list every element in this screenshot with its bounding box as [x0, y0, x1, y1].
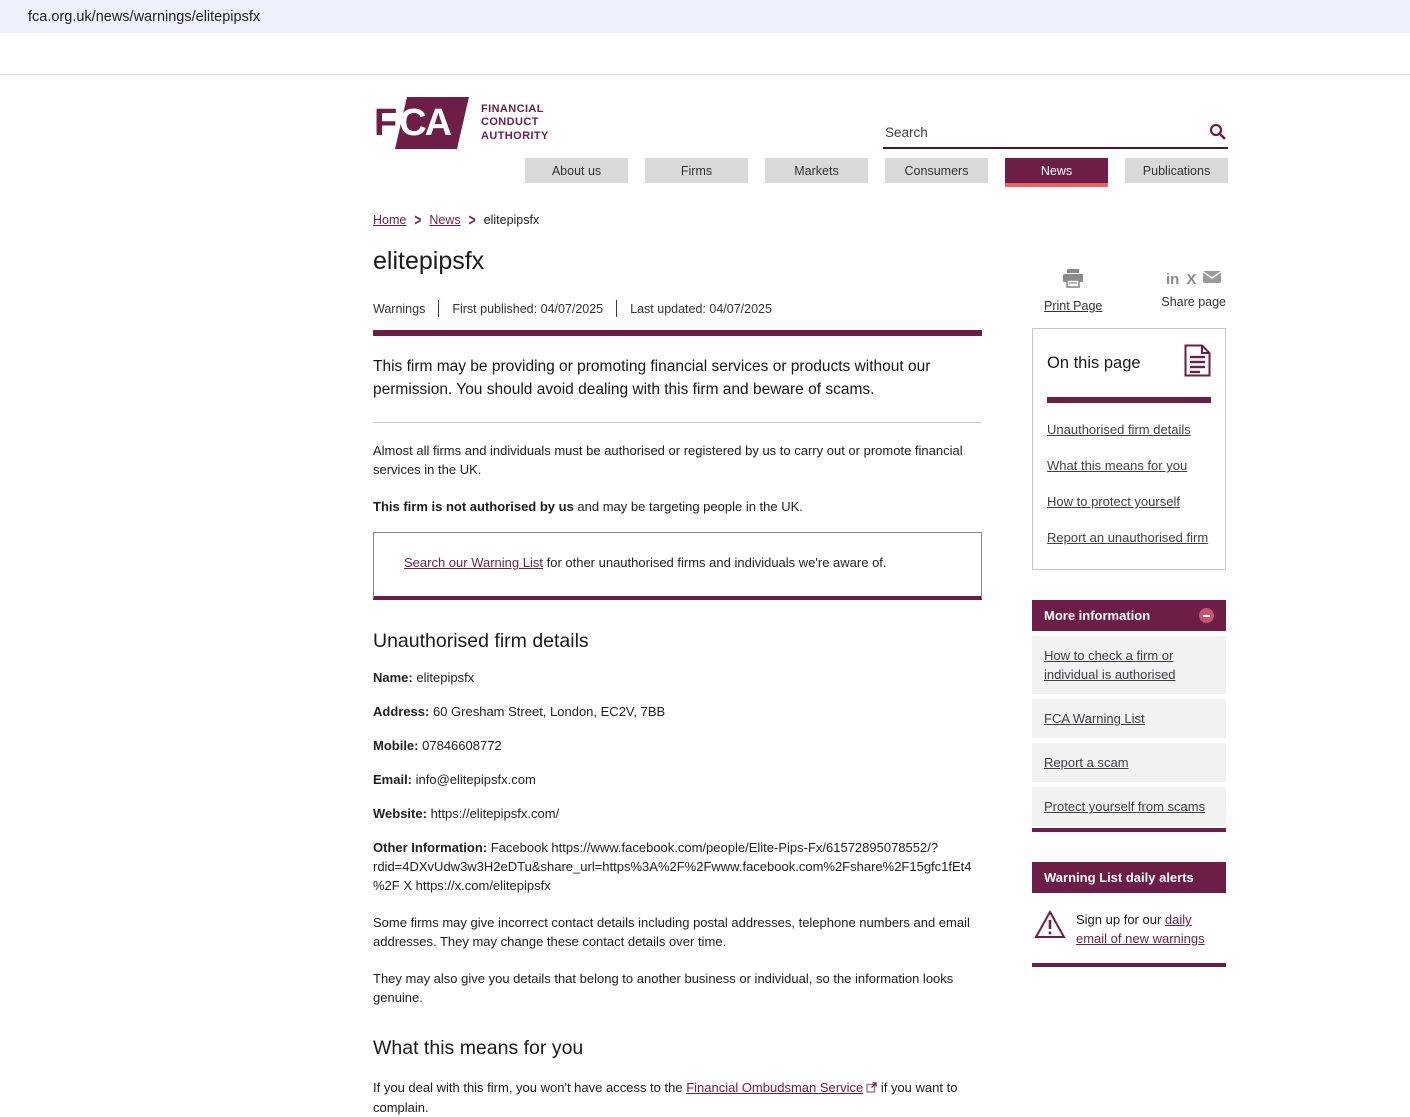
nav-consumers[interactable]: Consumers [885, 158, 988, 183]
nav-news[interactable]: News [1005, 158, 1108, 187]
link-fca-warning-list[interactable]: FCA Warning List [1044, 711, 1145, 726]
meta-category: Warnings [373, 301, 426, 316]
meta-divider [438, 300, 439, 317]
intro-paragraph: Almost all firms and individuals must be authorised or registered by us to carry out or promote financial services in the UK. [373, 443, 963, 477]
link-protect-from-scams[interactable]: Protect yourself from scams [1044, 799, 1206, 814]
field-address: Address: 60 Gresham Street, London, EC2V, 7BB [373, 704, 666, 719]
on-this-page-box [1032, 328, 1226, 570]
field-mobile: Mobile: 07846608772 [373, 738, 502, 753]
primary-nav [373, 158, 1228, 187]
external-link-icon [866, 1079, 877, 1098]
section-heading-details: Unauthorised firm details [373, 630, 589, 652]
search-button[interactable] [1207, 121, 1228, 145]
more-information-title: More information [1044, 608, 1151, 623]
share-group [1161, 269, 1226, 313]
document-icon [1184, 344, 1211, 382]
more-information-panel [1032, 600, 1226, 832]
page-url[interactable]: fca.org.uk/news/warnings/elitepipsfx [28, 8, 261, 25]
contact-details-paragraph: Some firms may give incorrect contact details including postal addresses, telephone numbers and email addresses. They may change these contact details over time. [373, 915, 970, 949]
link-check-firm-authorised[interactable]: How to check a firm or individual is authorised [1044, 648, 1176, 682]
page-tools [1032, 269, 1226, 313]
more-info-item[interactable] [1032, 699, 1226, 738]
breadcrumb-news[interactable]: News [429, 213, 461, 227]
nav-markets[interactable]: Markets [765, 158, 868, 183]
fca-logo-letter-f: F [374, 101, 396, 144]
fca-logo[interactable] [373, 97, 549, 149]
title-rule [373, 330, 982, 336]
warning-triangle-icon [1034, 910, 1066, 945]
toc-link-report-firm[interactable]: Report an unauthorised firm [1047, 530, 1209, 545]
site-header [373, 97, 1228, 149]
collapse-minus-icon[interactable] [1199, 608, 1214, 623]
article-meta [373, 300, 982, 317]
daily-alerts-title: Warning List daily alerts [1044, 870, 1194, 885]
toc-link-protect-yourself[interactable]: How to protect yourself [1047, 494, 1180, 509]
meta-divider [616, 300, 617, 317]
field-email: Email: info@elitepipsfx.com [373, 772, 536, 787]
meta-first-published: First published: 04/07/2025 [452, 301, 604, 316]
print-group[interactable] [1044, 269, 1102, 313]
link-report-a-scam[interactable]: Report a scam [1044, 755, 1129, 770]
breadcrumb-current: elitepipsfx [483, 213, 540, 227]
fca-logo-tagline: FINANCIAL CONDUCT AUTHORITY [481, 102, 549, 142]
search-icon [1209, 128, 1226, 143]
x-icon[interactable]: X [1186, 270, 1197, 288]
ombudsman-link[interactable]: Financial Ombudsman Service [686, 1080, 864, 1095]
breadcrumb [373, 210, 1228, 230]
search-area [883, 123, 1228, 149]
search-warning-list-link[interactable]: Search our Warning List [404, 555, 543, 570]
daily-email-signup-link[interactable]: daily email of new warnings [1076, 912, 1205, 946]
daily-alerts-panel [1032, 862, 1226, 967]
nav-about-us[interactable]: About us [525, 158, 628, 183]
print-page-link[interactable]: Print Page [1044, 299, 1103, 313]
printer-icon [1062, 269, 1084, 293]
search-input[interactable] [883, 123, 1228, 149]
nav-publications[interactable]: Publications [1125, 158, 1228, 183]
breadcrumb-home[interactable]: Home [373, 213, 407, 227]
share-page-label: Share page [1161, 295, 1226, 309]
chevron-right-icon: > [468, 210, 476, 230]
nav-firms[interactable]: Firms [645, 158, 748, 183]
not-authorised-paragraph: This firm is not authorised by us and may be targeting people in the UK. [373, 499, 803, 514]
chevron-right-icon: > [414, 210, 422, 230]
meta-last-updated: Last updated: 04/07/2025 [630, 301, 772, 316]
lead-paragraph: This firm may be providing or promoting financial services or products without our permission. You should avoid dealing with this firm and beware of scams. [373, 358, 931, 398]
fca-logo-mark [373, 97, 467, 149]
sidebar [1032, 247, 1226, 1117]
field-website: Website: https://elitepipsfx.com/ [373, 806, 560, 821]
on-this-page-title: On this page [1047, 353, 1141, 372]
more-info-item[interactable] [1032, 787, 1226, 826]
email-icon[interactable] [1203, 270, 1221, 288]
warning-list-callout: Search our Warning List for other unauthorised firms and individuals we're aware of. [373, 532, 982, 600]
ombudsman-paragraph: If you deal with this firm, you won't have access to the Financial Ombudsman Service if you want to complain. [373, 1080, 958, 1115]
toc-link-means-for-you[interactable]: What this means for you [1047, 458, 1188, 473]
more-info-item[interactable] [1032, 743, 1226, 782]
genuine-details-paragraph: They may also give you details that belong to another business or individual, so the information looks genuine. [373, 971, 954, 1005]
page-container [373, 97, 1228, 1117]
field-name: Name: elitepipsfx [373, 670, 475, 685]
fca-logo-letter-a: A [424, 101, 451, 144]
page-title: elitepipsfx [373, 247, 485, 275]
on-this-page-rule [1047, 397, 1211, 403]
section-heading-means: What this means for you [373, 1037, 584, 1059]
daily-alerts-text: Sign up for our daily email of new warnings [1076, 912, 1205, 946]
toc-link-firm-details[interactable]: Unauthorised firm details [1047, 422, 1191, 437]
browser-chrome-strip [0, 33, 1410, 75]
more-info-item[interactable] [1032, 636, 1226, 694]
browser-url-bar[interactable] [0, 0, 1410, 33]
field-other-information: Other Information: Facebook https://www.facebook.com/people/Elite-Pips-Fx/61572895078552/?rdid=4DXvUdw3w3H2eDTu&share_url=https%3A%2F%2Fwww.facebook.com%2Fshare%2F15gfc1fEt4%2F X https://x.com/elitepipsfx [373, 840, 972, 893]
main-content [373, 247, 982, 1117]
fca-logo-letter-c: C [399, 101, 425, 144]
linkedin-icon[interactable]: in [1166, 270, 1180, 288]
section-divider [373, 422, 982, 423]
